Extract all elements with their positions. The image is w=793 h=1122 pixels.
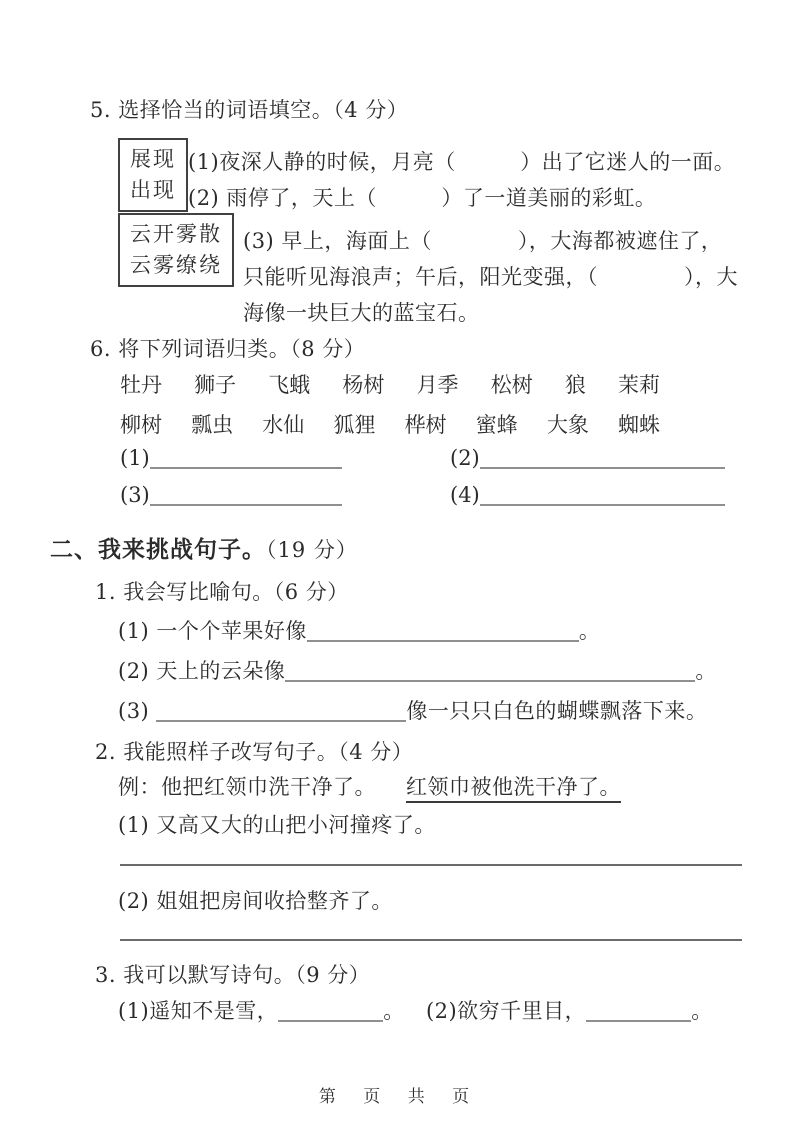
word-item: 牡丹 xyxy=(120,373,162,397)
blank-label: (3) xyxy=(120,483,150,507)
s2-q1-heading: 1. 我会写比喻句。（6 分） xyxy=(95,580,349,604)
s2-q1-item-2 xyxy=(118,656,717,686)
word-list-row-1 xyxy=(120,370,660,400)
item-text: 。 xyxy=(383,999,405,1023)
q6-answer-cell-1 xyxy=(120,443,450,473)
word-list-row-2 xyxy=(120,410,660,440)
word-item: 杨树 xyxy=(342,373,385,397)
s2-q1-item-3 xyxy=(118,696,707,726)
word-item: 狐狸 xyxy=(333,413,376,437)
word-choice-box-2 xyxy=(118,213,234,287)
s2-q2-example xyxy=(118,772,621,802)
s2-q3-items-row xyxy=(118,996,713,1026)
answer-blank xyxy=(278,1000,383,1022)
example-prompt: 例：他把红领巾洗干净了。 xyxy=(118,775,376,799)
blank-label: (2) xyxy=(450,446,480,470)
word-item: 月季 xyxy=(416,373,459,397)
question-5-heading: 5. 选择恰当的词语填空。（4 分） xyxy=(90,98,409,122)
q5-item-3-line-1: (3) 早上，海面上（ ），大海都被遮住了， xyxy=(243,229,723,253)
s2-q3-heading: 3. 我可以默写诗句。（9 分） xyxy=(95,963,371,987)
q6-answer-cell-4 xyxy=(450,480,725,510)
item-text: (1)遥知不是雪， xyxy=(118,999,279,1023)
word-item: 柳树 xyxy=(120,413,162,437)
answer-blank xyxy=(285,660,695,682)
item-text: (2)欲穷千里目， xyxy=(425,999,587,1023)
word-item: 蜜蜂 xyxy=(475,413,518,437)
word-item: 桦树 xyxy=(404,413,447,437)
word-item: 蜘蛛 xyxy=(617,413,660,437)
q6-answer-cell-3 xyxy=(120,480,450,510)
word-item: 茉莉 xyxy=(617,373,660,397)
item-text: (2) 天上的云朵像 xyxy=(118,659,286,683)
answer-blank xyxy=(586,1000,691,1022)
q6-answer-cell-2 xyxy=(450,443,725,473)
word-item: 瓢虫 xyxy=(191,413,234,437)
item-text: 。 xyxy=(695,659,717,683)
section-2-heading xyxy=(50,531,358,564)
s2-q2-heading: 2. 我能照样子改写句子。（4 分） xyxy=(95,740,414,764)
word-option: 出现 xyxy=(130,178,176,202)
s2-q2-item-2: (2) 姐姐把房间收拾整齐了。 xyxy=(118,889,393,913)
answer-blank xyxy=(156,700,406,722)
word-option: 云开雾散 xyxy=(130,222,222,246)
item-text: (1) 一个个苹果好像 xyxy=(118,619,307,643)
answer-line xyxy=(120,864,742,866)
question-6-heading: 6. 将下列词语归类。（8 分） xyxy=(90,337,366,361)
s2-q2-item-1: (1) 又高又大的山把小河撞疼了。 xyxy=(118,813,436,837)
word-item: 狼 xyxy=(564,373,586,397)
s2-q3-item-2 xyxy=(426,999,713,1023)
item-text: (3) xyxy=(118,699,157,723)
word-item: 水仙 xyxy=(262,413,305,437)
answer-blank xyxy=(480,447,725,469)
item-text: 。 xyxy=(691,999,713,1023)
word-option: 云雾缭绕 xyxy=(130,253,222,277)
q5-item-2: (2) 雨停了，天上（ ）了一道美丽的彩虹。 xyxy=(188,186,657,210)
word-item: 狮子 xyxy=(194,373,237,397)
section-2-title: 二、我来挑战句子。 xyxy=(50,536,266,562)
word-option: 展现 xyxy=(130,147,176,171)
word-item: 大象 xyxy=(546,413,589,437)
answer-blank xyxy=(307,620,579,642)
item-text: 像一只只白色的蝴蝶飘落下来。 xyxy=(406,699,708,723)
blank-label: (4) xyxy=(450,483,480,507)
q6-answer-row-2 xyxy=(120,480,725,510)
q6-answer-row-1 xyxy=(120,443,725,473)
answer-line xyxy=(120,939,742,941)
word-item: 飞蛾 xyxy=(268,373,311,397)
q5-item-3-line-2: 只能听见海浪声；午后，阳光变强，（ ），大 xyxy=(243,265,738,289)
blank-label: (1) xyxy=(120,446,150,470)
answer-blank xyxy=(150,447,342,469)
section-2-score: （19 分） xyxy=(266,538,358,562)
q5-item-3-line-3: 海像一块巨大的蓝宝石。 xyxy=(243,301,480,325)
answer-blank xyxy=(150,484,342,506)
item-text: 。 xyxy=(578,619,601,643)
word-choice-box-1 xyxy=(118,138,188,212)
q5-item-1: (1)夜深人静的时候，月亮（ ）出了它迷人的一面。 xyxy=(188,150,736,174)
s2-q1-item-1 xyxy=(118,616,600,646)
word-item: 松树 xyxy=(490,373,533,397)
page-footer: 第 页 共 页 xyxy=(318,1087,475,1107)
s2-q3-item-1 xyxy=(118,999,405,1023)
answer-blank xyxy=(480,484,725,506)
example-answer-underlined: 红领巾被他洗干净了。 xyxy=(406,775,621,803)
